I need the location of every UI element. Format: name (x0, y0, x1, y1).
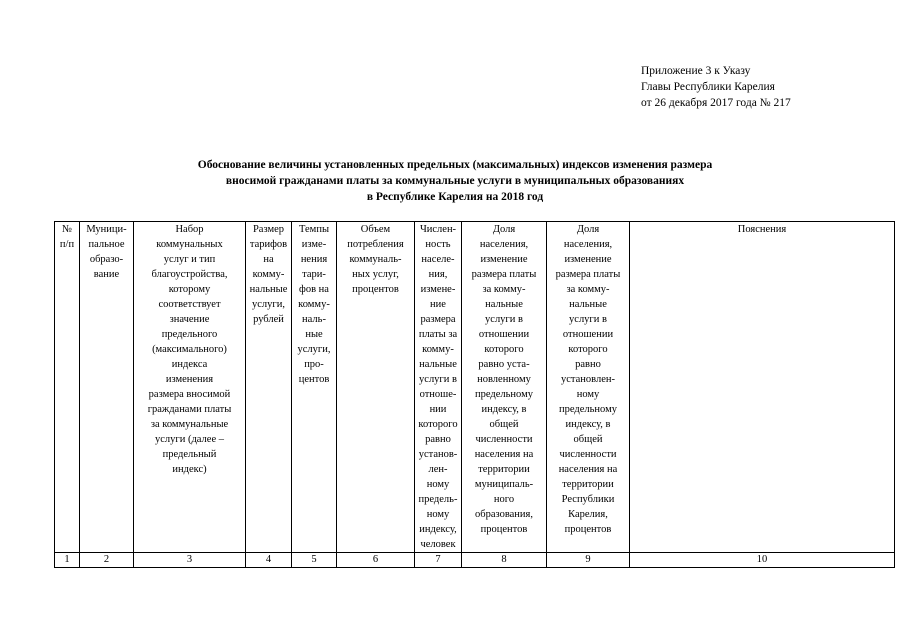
header-cell-tariff-rate: Темпы изме- нения тари- фов на комму- наль- ные услуги, про- центов (292, 222, 337, 553)
column-number-cell: 2 (80, 553, 134, 568)
header-cell-share-republic: Доля населения, изменение размера платы за комму- нальные услуги в отношении которого равно установлен- ному предельному индексу, в общей численности населения на территории Республики Карелия, процентов (547, 222, 630, 553)
header-cell-number: № п/п (55, 222, 80, 553)
column-number-cell: 1 (55, 553, 80, 568)
column-number-row (55, 553, 895, 568)
column-number-cell: 6 (337, 553, 415, 568)
header-cell-consumption: Объем потребления коммуналь- ных услуг, процентов (337, 222, 415, 553)
column-number-cell: 7 (415, 553, 462, 568)
column-number-cell: 9 (547, 553, 630, 568)
appendix-note: Приложение 3 к Указу Главы Республики Карелия от 26 декабря 2017 года № 217 (641, 65, 791, 109)
column-number-cell: 10 (630, 553, 895, 568)
header-cell-notes: Пояснения (630, 222, 895, 553)
header-cell-population: Числен- ность населе- ния, измене- ние размера платы за комму- нальные услуги в отноше- нии которого равно установ- лен- ному предель- ному индексу, человек (415, 222, 462, 553)
column-number-cell: 8 (462, 553, 547, 568)
header-cell-municipality: Муници- пальное образо- вание (80, 222, 134, 553)
document-title: Обоснование величины установленных предельных (максимальных) индексов изменения размера вносимой гражданами платы за коммунальные услуги в муниципальных образованиях в Республике Карелия на 2018 год (197, 159, 713, 203)
header-cell-service-set: Набор коммунальных услуг и тип благоустройства, которому соответствует значение предельного (максимального) индекса изменения размера вносимой гражданами платы за коммунальные услуги (далее – предельный индекс) (134, 222, 246, 553)
header-row (55, 222, 895, 553)
header-cell-tariff-size: Размер тарифов на комму- нальные услуги, рублей (246, 222, 292, 553)
column-number-cell: 3 (134, 553, 246, 568)
column-number-cell: 5 (292, 553, 337, 568)
justification-table (54, 221, 895, 568)
column-number-cell: 4 (246, 553, 292, 568)
header-cell-share-municipality: Доля населения, изменение размера платы за комму- нальные услуги в отношении которого равно уста- новленному предельному индексу, в общей численности населения на территории муниципаль- ного образования, процентов (462, 222, 547, 553)
